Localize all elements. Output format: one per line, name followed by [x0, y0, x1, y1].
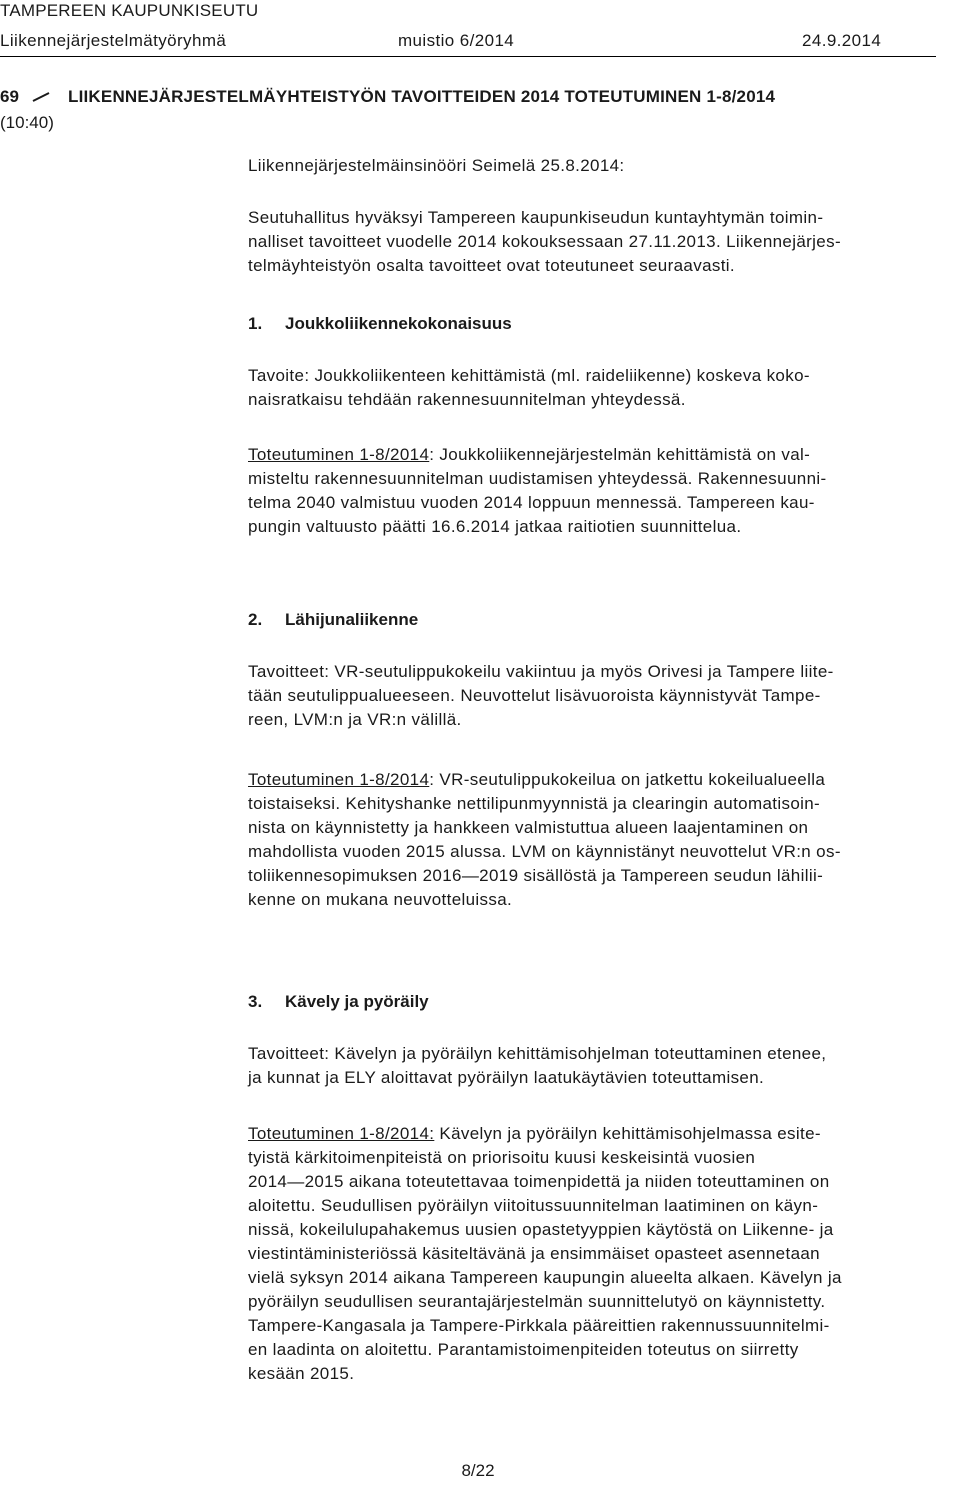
text-line: Tampere-Kangasala ja Tampere-Pirkkala pääreittien rakennussuunnitelmi-	[248, 1316, 830, 1335]
text-line	[248, 443, 936, 467]
progress-label: Toteutuminen 1-8/2014	[248, 770, 430, 789]
section-progress	[248, 443, 936, 539]
text-line: pyöräilyn seudullisen seurantajärjestelmän suunnittelutyö on käynnistetty.	[248, 1292, 826, 1311]
text-line: nalliset tavoitteet vuodelle 2014 kokouksessaan 27.11.2013. Liikennejärjes-	[248, 232, 841, 251]
text-line: en laadinta on aloitettu. Parantamistoimenpiteiden toteutus on siirretty	[248, 1340, 799, 1359]
text-line: 2014—2015 aikana toteutettavaa toimenpidettä ja niiden toteuttaminen on	[248, 1172, 830, 1191]
text-line: Tavoitteet: Kävelyn ja pyöräilyn kehittämisohjelman toteuttaminen etenee,	[248, 1044, 827, 1063]
text-line: naisratkaisu tehdään rakennesuunnitelman yhteydessä.	[248, 390, 686, 409]
text-line: telmäyhteistyön osalta tavoitteet ovat toteutuneet seuraavasti.	[248, 256, 735, 275]
progress-text: : VR-seutulippukokeilua on jatkettu kokeilualueella	[429, 770, 826, 789]
memo-date: 24.9.2014	[802, 31, 882, 50]
text-line: toistaiseksi. Kehityshanke nettilipunmyynnistä ja clearingin automatisoin-	[248, 794, 821, 813]
text-line: reen, LVM:n ja VR:n välillä.	[248, 710, 462, 729]
progress-label: Toteutuminen 1-8/2014:	[248, 1124, 435, 1143]
text-line: ja kunnat ja ELY aloittavat pyöräilyn laatukäytävien toteuttamisen.	[248, 1068, 765, 1087]
agenda-item-title: LIIKENNEJÄRJESTELMÄYHTEISTYÖN TAVOITTEIDEN 2014 TOTEUTUMINEN 1-8/2014	[68, 87, 776, 106]
text-line: kenne on mukana neuvotteluissa.	[248, 890, 513, 909]
progress-label: Toteutuminen 1-8/2014	[248, 445, 430, 464]
text-line: aloitettu. Seudullisen pyöräilyn viitoitussuunnitelman laatiminen on käyn-	[248, 1196, 819, 1215]
text-line: vielä syksyn 2014 aikana Tampereen kaupungin alueelta alkaen. Kävelyn ja	[248, 1268, 842, 1287]
progress-text: : Joukkoliikennejärjestelmän kehittämistä on val-	[429, 445, 811, 464]
section-number: 3.	[248, 992, 263, 1011]
intro-signature	[248, 154, 936, 178]
signature-line: Liikennejärjestelmäinsinööri Seimelä 25.8.2014:	[248, 156, 625, 175]
text-line: nista on käynnistetty ja hankkeen valmistuttua alueen laajentaminen on	[248, 818, 809, 837]
agenda-item-time: (10:40)	[0, 113, 54, 132]
section-title: Lähijunaliikenne	[285, 610, 419, 629]
section-progress	[248, 768, 936, 912]
text-line: misteltu rakennesuunnitelman uudistamisen yhteydessä. Rakennesuunni-	[248, 469, 827, 488]
memo-number: muistio 6/2014	[398, 31, 515, 50]
text-line: telma 2040 valmistuu vuoden 2014 loppuun mennessä. Tampereen kau-	[248, 493, 815, 512]
section-number: 1.	[248, 314, 263, 333]
text-line: nissä, kokeilulupahakemus uusien opastetyyppien käytöstä on Liikenne- ja	[248, 1220, 834, 1239]
text-line	[248, 768, 936, 792]
text-line: tään seutulippualueeseen. Neuvottelut lisävuoroista käynnistyvät Tampe-	[248, 686, 821, 705]
progress-text: Kävelyn ja pyöräilyn kehittämisohjelmassa esite-	[434, 1124, 821, 1143]
working-group-name: Liikennejärjestelmätyöryhmä	[0, 31, 227, 50]
text-line	[248, 1122, 936, 1146]
text-line: kesään 2015.	[248, 1364, 355, 1383]
header-divider	[0, 56, 936, 57]
section-progress	[248, 1122, 936, 1386]
text-line: Tavoitteet: VR-seutulippukokeilu vakiintuu ja myös Orivesi ja Tampere liite-	[248, 662, 834, 681]
document-header-row	[0, 30, 936, 54]
text-line: mahdollista vuoden 2015 alussa. LVM on käynnistänyt neuvottelut VR:n os-	[248, 842, 841, 861]
text-line: toliikennesopimuksen 2016—2019 sisällöstä ja Tampereen seudun lähilii-	[248, 866, 824, 885]
section-goal	[248, 364, 936, 412]
page-number	[0, 1460, 960, 1482]
agenda-item-number: 69	[0, 87, 19, 106]
intro-paragraph	[248, 206, 936, 278]
section-mark-icon	[32, 92, 50, 102]
organization-name: TAMPEREEN KAUPUNKISEUTU	[0, 1, 259, 20]
section-title: Joukkoliikennekokonaisuus	[285, 314, 512, 333]
section-goal	[248, 1042, 936, 1090]
text-line: tyistä kärkitoimenpiteistä on priorisoitu kuusi keskeisintä vuosien	[248, 1148, 756, 1167]
text-line: Seutuhallitus hyväksyi Tampereen kaupunkiseudun kuntayhtymän toimin-	[248, 208, 824, 227]
page-number-text: 8/22	[461, 1461, 495, 1480]
section-title: Kävely ja pyöräily	[285, 992, 429, 1011]
section-goal	[248, 660, 936, 732]
text-line: Tavoite: Joukkoliikenteen kehittämistä (ml. raideliikenne) koskeva koko-	[248, 366, 810, 385]
section-number: 2.	[248, 610, 263, 629]
text-line: pungin valtuusto päätti 16.6.2014 jatkaa raitiotien suunnittelua.	[248, 517, 742, 536]
text-line: viestintäministeriössä käsiteltävänä ja ensimmäiset opasteet asennetaan	[248, 1244, 820, 1263]
